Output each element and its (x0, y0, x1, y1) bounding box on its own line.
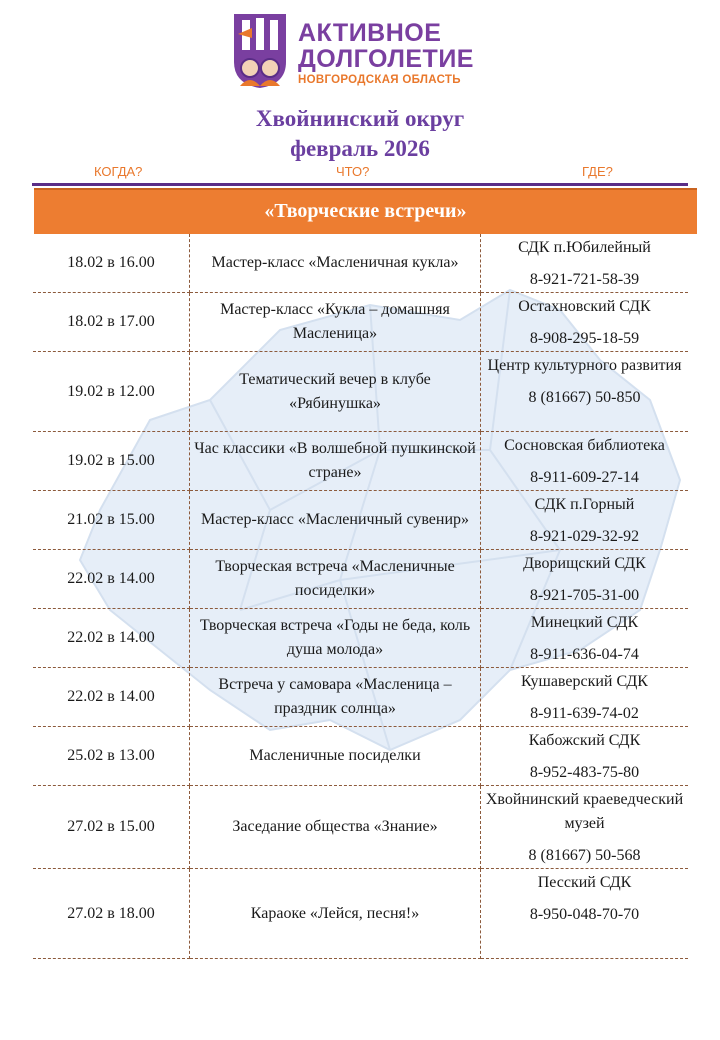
event-phone: 8 (81667) 50-568 (528, 847, 641, 864)
event-row (33, 432, 688, 491)
event-date: 21.02 в 15.00 (33, 491, 190, 550)
event-title: Встреча у самовара «Масленица – праздник солнца» (190, 668, 481, 727)
event-row (33, 491, 688, 550)
event-title: Мастер-класс «Кукла – домашняя Масленица» (190, 293, 481, 352)
event-title: Заседание общества «Знание» (190, 786, 481, 869)
event-title: Час классики «В волшебной пушкинской стране» (190, 432, 481, 491)
event-location (481, 293, 689, 352)
event-title: Масленичные посиделки (190, 727, 481, 786)
event-title: Творческая встреча «Годы не беда, коль душа молода» (190, 609, 481, 668)
event-location (481, 432, 689, 491)
event-place: Центр культурного развития (487, 357, 682, 374)
column-header-where: ГДЕ? (582, 164, 613, 179)
event-date: 27.02 в 15.00 (33, 786, 190, 869)
event-title: Мастер-класс «Масленичная кукла» (190, 234, 481, 293)
event-place: Минецкий СДК (530, 614, 639, 631)
event-phone: 8-911-609-27-14 (530, 469, 639, 486)
event-phone: 8-921-029-32-92 (529, 528, 640, 545)
event-location (481, 727, 689, 786)
event-row (33, 869, 688, 959)
column-header-what: ЧТО? (336, 164, 370, 179)
event-date: 27.02 в 18.00 (33, 869, 190, 959)
district-title: Хвойнинский округ (255, 106, 465, 131)
section-top-edge (34, 188, 697, 190)
event-row (33, 293, 688, 352)
event-title: Творческая встреча «Масленичные посиделки» (190, 550, 481, 609)
event-row (33, 609, 688, 668)
event-date: 22.02 в 14.00 (33, 609, 190, 668)
event-row (33, 727, 688, 786)
event-phone: 8-911-639-74-02 (530, 705, 639, 722)
event-date: 22.02 в 14.00 (33, 550, 190, 609)
event-location (481, 234, 689, 293)
event-date: 19.02 в 12.00 (33, 352, 190, 432)
event-phone: 8-908-295-18-59 (529, 330, 640, 347)
event-date: 25.02 в 13.00 (33, 727, 190, 786)
event-location (481, 786, 689, 869)
event-location (481, 609, 689, 668)
brand-line-1: АКТИВНОЕ (298, 19, 442, 47)
event-place: Сосновская библиотека (504, 437, 665, 454)
event-location (481, 550, 689, 609)
event-title: Тематический вечер в клубе «Рябинушка» (190, 352, 481, 432)
event-row (33, 786, 688, 869)
event-phone: 8-911-636-04-74 (530, 646, 639, 663)
brand-line-2: ДОЛГОЛЕТИЕ (298, 45, 474, 73)
event-location (481, 869, 689, 959)
header-divider (32, 183, 688, 186)
event-place: СДК п.Юбилейный (518, 239, 651, 256)
brand-line-3: НОВГОРОДСКАЯ ОБЛАСТЬ (298, 74, 461, 86)
month-title: февраль 2026 (290, 136, 430, 161)
event-row (33, 234, 688, 293)
event-place: СДК п.Горный (534, 496, 635, 513)
event-place: Песский СДК (537, 874, 632, 891)
event-date: 19.02 в 15.00 (33, 432, 190, 491)
section-title-text: «Творческие встречи» (264, 200, 467, 222)
event-place: Кабожский СДК (528, 732, 641, 749)
event-date: 22.02 в 14.00 (33, 668, 190, 727)
event-place: Хвойнинский краеведческий музей (485, 791, 684, 832)
event-phone: 8 (81667) 50-850 (528, 389, 641, 406)
event-place: Дворищский СДК (523, 555, 646, 572)
column-headers (30, 164, 690, 182)
event-phone: 8-921-705-31-00 (529, 587, 640, 604)
event-title: Караоке «Лейся, песня!» (190, 869, 481, 959)
section-title (34, 188, 697, 234)
events-table (33, 234, 688, 959)
event-row (33, 352, 688, 432)
event-place: Остахновский СДК (518, 298, 651, 315)
column-header-when: КОГДА? (94, 164, 143, 179)
event-phone: 8-921-721-58-39 (529, 271, 640, 288)
event-location (481, 668, 689, 727)
event-date: 18.02 в 17.00 (33, 293, 190, 352)
event-phone: 8-950-048-70-70 (529, 906, 640, 923)
event-row (33, 550, 688, 609)
event-location (481, 352, 689, 432)
event-title: Мастер-класс «Масленичный сувенир» (190, 491, 481, 550)
event-location (481, 491, 689, 550)
event-place: Кушаверский СДК (521, 673, 648, 690)
brand-title (298, 20, 474, 86)
kremlin-seniors-logo (228, 10, 292, 90)
event-date: 18.02 в 16.00 (33, 234, 190, 293)
event-row (33, 668, 688, 727)
event-phone: 8-952-483-75-80 (529, 764, 640, 781)
header (0, 0, 720, 170)
